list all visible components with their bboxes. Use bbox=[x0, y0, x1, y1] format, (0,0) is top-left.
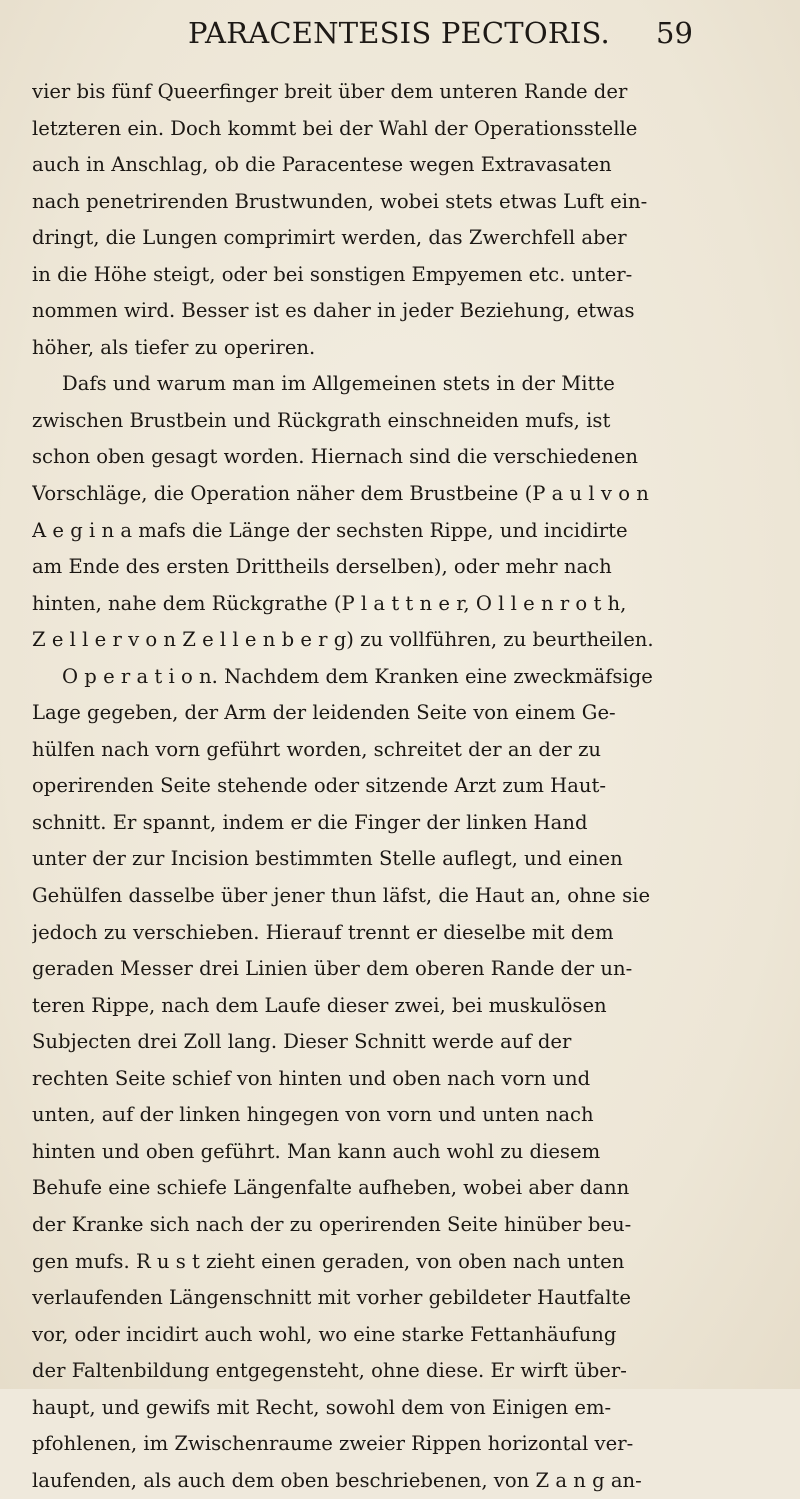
text-line: hinten und oben geführt. Man kann auch wohl zu diesem bbox=[32, 1139, 601, 1163]
text-line: Behufe eine schiefe Längenfalte aufheben, wobei aber dann bbox=[32, 1176, 630, 1200]
text-line: schnitt. Er spannt, indem er die Finger der linken Hand bbox=[32, 810, 588, 834]
text-line: operirenden Seite stehende oder sitzende Arzt zum Haut- bbox=[32, 774, 607, 798]
text-line: dringt, die Lungen comprimirt werden, das Zwerchfell aber bbox=[32, 226, 627, 250]
paragraph-start-line: O p e r a t i o n. Nachdem dem Kranken eine zweckmäfsige bbox=[62, 664, 653, 688]
body-text bbox=[32, 74, 776, 1499]
text-line: am Ende des ersten Drittheils derselben), oder mehr nach bbox=[32, 555, 612, 579]
text-line: unter der zur Incision bestimmten Stelle auflegt, und einen bbox=[32, 847, 623, 871]
text-line: höher, als tiefer zu operiren. bbox=[32, 335, 316, 359]
text-line: unten, auf der linken hingegen von vorn und unten nach bbox=[32, 1103, 594, 1127]
text-line: auch in Anschlag, ob die Paracentese wegen Extravasaten bbox=[32, 153, 612, 177]
text-line: Z e l l e r v o n Z e l l e n b e r g) zu vollführen, zu beurtheilen. bbox=[32, 628, 654, 652]
text-line: geraden Messer drei Linien über dem oberen Rande der un- bbox=[32, 957, 633, 981]
text-line: schon oben gesagt worden. Hiernach sind die verschiedenen bbox=[32, 445, 639, 469]
text-line: hülfen nach vorn geführt worden, schreitet der an der zu bbox=[32, 737, 602, 761]
text-line: A e g i n a mafs die Länge der sechsten Rippe, und incidirte bbox=[32, 518, 628, 542]
text-line: in die Höhe steigt, oder bei sonstigen Empyemen etc. unter- bbox=[32, 262, 633, 286]
text-line: Vorschläge, die Operation näher dem Brustbeine (P a u l v o n bbox=[32, 482, 649, 506]
text-line: letzteren ein. Doch kommt bei der Wahl der Operationsstelle bbox=[32, 116, 638, 140]
text-line: Subjecten drei Zoll lang. Dieser Schnitt werde auf der bbox=[32, 1030, 572, 1054]
page-header bbox=[0, 16, 800, 56]
text-line: der Faltenbildung entgegensteht, ohne diese. Er wirft über- bbox=[32, 1359, 627, 1383]
text-line: der Kranke sich nach der zu operirenden Seite hinüber beu- bbox=[32, 1212, 632, 1236]
running-title: PARACENTESIS PECTORIS. bbox=[188, 16, 610, 50]
text-line: nommen wird. Besser ist es daher in jeder Beziehung, etwas bbox=[32, 299, 635, 323]
text-line: pfohlenen, im Zwischenraume zweier Rippen horizontal ver- bbox=[32, 1432, 634, 1456]
text-line: verlaufenden Längenschnitt mit vorher gebildeter Hautfalte bbox=[32, 1286, 631, 1310]
text-line: jedoch zu verschieben. Hierauf trennt er dieselbe mit dem bbox=[32, 920, 614, 944]
text-line: hinten, nahe dem Rückgrathe (P l a t t n e r, O l l e n r o t h, bbox=[32, 591, 627, 615]
text-line: Lage gegeben, der Arm der leidenden Seite von einem Ge- bbox=[32, 701, 616, 725]
text-line: zwischen Brustbein und Rückgrath einschneiden mufs, ist bbox=[32, 408, 611, 432]
page-number: 59 bbox=[656, 16, 693, 50]
text-line: gen mufs. R u s t zieht einen geraden, von oben nach unten bbox=[32, 1249, 625, 1273]
text-line: haupt, und gewifs mit Recht, sowohl dem von Einigen em- bbox=[32, 1395, 612, 1419]
text-line: vor, oder incidirt auch wohl, wo eine starke Fettanhäufung bbox=[32, 1322, 617, 1346]
text-line: vier bis fünf Queerfinger breit über dem unteren Rande der bbox=[32, 80, 628, 103]
text-line: laufenden, als auch dem oben beschriebenen, von Z a n g an- bbox=[32, 1468, 642, 1492]
text-line: nach penetrirenden Brustwunden, wobei stets etwas Luft ein- bbox=[32, 189, 648, 213]
paragraph-start-line: Dafs und warum man im Allgemeinen stets in der Mitte bbox=[62, 372, 615, 396]
text-line: Gehülfen dasselbe über jener thun läfst, die Haut an, ohne sie bbox=[32, 884, 651, 908]
text-line: teren Rippe, nach dem Laufe dieser zwei, bei muskulösen bbox=[32, 993, 607, 1017]
text-line: rechten Seite schief von hinten und oben nach vorn und bbox=[32, 1066, 591, 1090]
